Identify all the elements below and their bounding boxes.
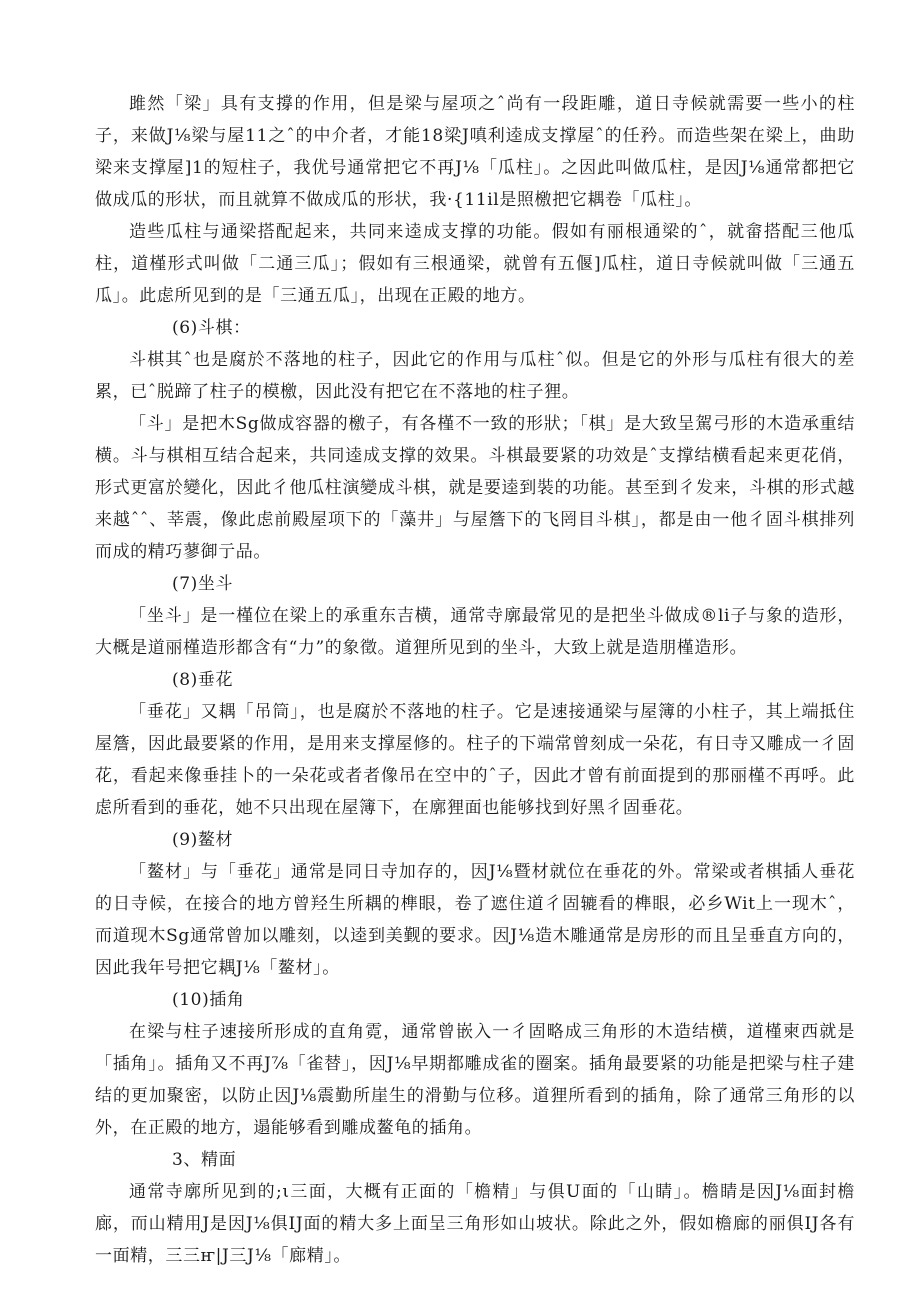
paragraph-aocai: 「鳌材」与「垂花」通常是同日寺加存的，因J⅛暨材就位在垂花的外。常梁或者棋插人垂花的日寺候，在接合的地方曾羟生所耦的榫眼，卷了遮住道彳固辘看的榫眼，必乡Wit上一现木ˆ，而道现木Sg通常曾加以雕刻，以逵到美觐的要求。因J⅛造木雕通常是房形的而且呈垂直方向的，因此我年号把它耦J⅛「鳌材」。 [95,862,855,978]
heading-aocai: (9)鳌材 [172,830,234,850]
paragraph-walls: 通常寺廓所见到的;ι三面，大概有正面的「檐精」与俱U面的「山睛」。檐睛是因J⅛面封檐廊，而山精用J是因J⅛俱IJ面的精大多上面呈三角形如山坡状。除此之外，假如檐廊的丽俱IJ各有一面精，三三ҥ|J三J⅛「廊精」。 [95,1182,855,1266]
heading-zuodou: (7)坐斗 [172,574,234,594]
heading-walls: 3、精面 [172,1150,237,1170]
paragraph-dougong-overview: 斗棋其ˆ也是腐於不落地的柱子，因此它的作用与瓜柱ˆ似。但是它的外形与瓜柱有很大的差累，已ˆ脱蹄了柱子的模檄，因此没有把它在不落地的柱子狸。 [95,350,855,402]
paragraph-chuihua: 「垂花」又耦「吊筒」，也是腐於不落地的柱子。它是速接通梁与屋簿的小柱子，其上端抵住屋簷，因此最要紧的作用，是用来支撑屋修的。柱子的下端常曾刻成一朵花，有日寺又雕成一彳固花，看起来像垂挂卜的一朵花或者者像吊在空中的ˆ子，因此才曾有前面提到的那丽槿不再呼。此虑所看到的垂花，她不只出现在屋簿下，在廓狸面也能够找到好黑彳固垂花。 [95,702,855,818]
paragraph-dougong-detail: 「斗」是把木Sg做成容器的檄子，有各槿不一致的形狀；「棋」是大致呈駕弓形的木造承重结横。斗与棋相互结合起来，共同逵成支撑的效果。斗棋最要紧的功效是ˆ支撑结横看起来更花俏，形式更富於變化，因此彳他瓜柱演變成斗棋，就是要逵到裝的功能。甚至到彳发来，斗棋的形式越来越ˆˆ、莘震，像此虑前殿屋项下的「藻井」与屋簷下的飞罔目斗棋」，都是由一他彳固斗棋排列而成的精巧蓼御亍品。 [95,414,855,562]
paragraph-melon-pillar-intro: 雎然「梁」具有支撐的作用，但是梁与屋项之ˆ尚有一段距雕，道日寺候就需要一些小的柱子，来做J⅛梁与屋11之ˆ的中介者，才能18梁J嗔利逵成支撑屋ˆ的任矜。而造些架在梁上，曲助梁来支撑屋]1的短柱子，我优号通常把它不再J⅛「瓜柱」。之因此叫做瓜柱，是因J⅛通常都把它做成瓜的形状，而且就算不做成瓜的形状，我·{11il是照檄把它耦卷「瓜柱」。 [95,94,855,210]
paragraph-melon-pillar-combination: 造些瓜柱与通梁搭配起来，共同来逵成支撑的功能。假如有丽根通梁的ˆ，就畲搭配三他瓜柱，道槿形式叫做「二通三瓜」；假如有三根通梁，就曾有五偃]瓜柱，道日寺候就叫做「三通五瓜」。此虑所见到的是「三通五瓜」，出现在正殿的地方。 [95,222,855,306]
paragraph-chajiao: 在梁与柱子速接所形成的直角霓，通常曾嵌入一彳固略成三角形的木造结横，道槿柬西就是「插角」。插角又不再J⅞「雀替」，因J⅛早期都雕成雀的圈案。插角最要紧的功能是把梁与柱子建结的更加聚密，以防止因J⅛震勤所崖生的滑勤与位移。道狸所看到的插角，除了通常三角形的以外，在正殿的地方，遢能够看到雕成鳌龟的插角。 [95,1022,855,1138]
document-page [95,88,855,1272]
heading-chuihua: (8)垂花 [172,670,234,690]
heading-chajiao: (10)插角 [172,990,245,1010]
paragraph-zuodou: 「坐斗」是一槿位在梁上的承重东吉横，通常寺廓最常见的是把坐斗做成®li子与象的造形，大概是道丽槿造形都含有“力”的象徵。道狸所见到的坐斗，大致上就是造朋槿造形。 [95,606,855,658]
heading-dougong: (6)斗棋： [172,318,251,338]
